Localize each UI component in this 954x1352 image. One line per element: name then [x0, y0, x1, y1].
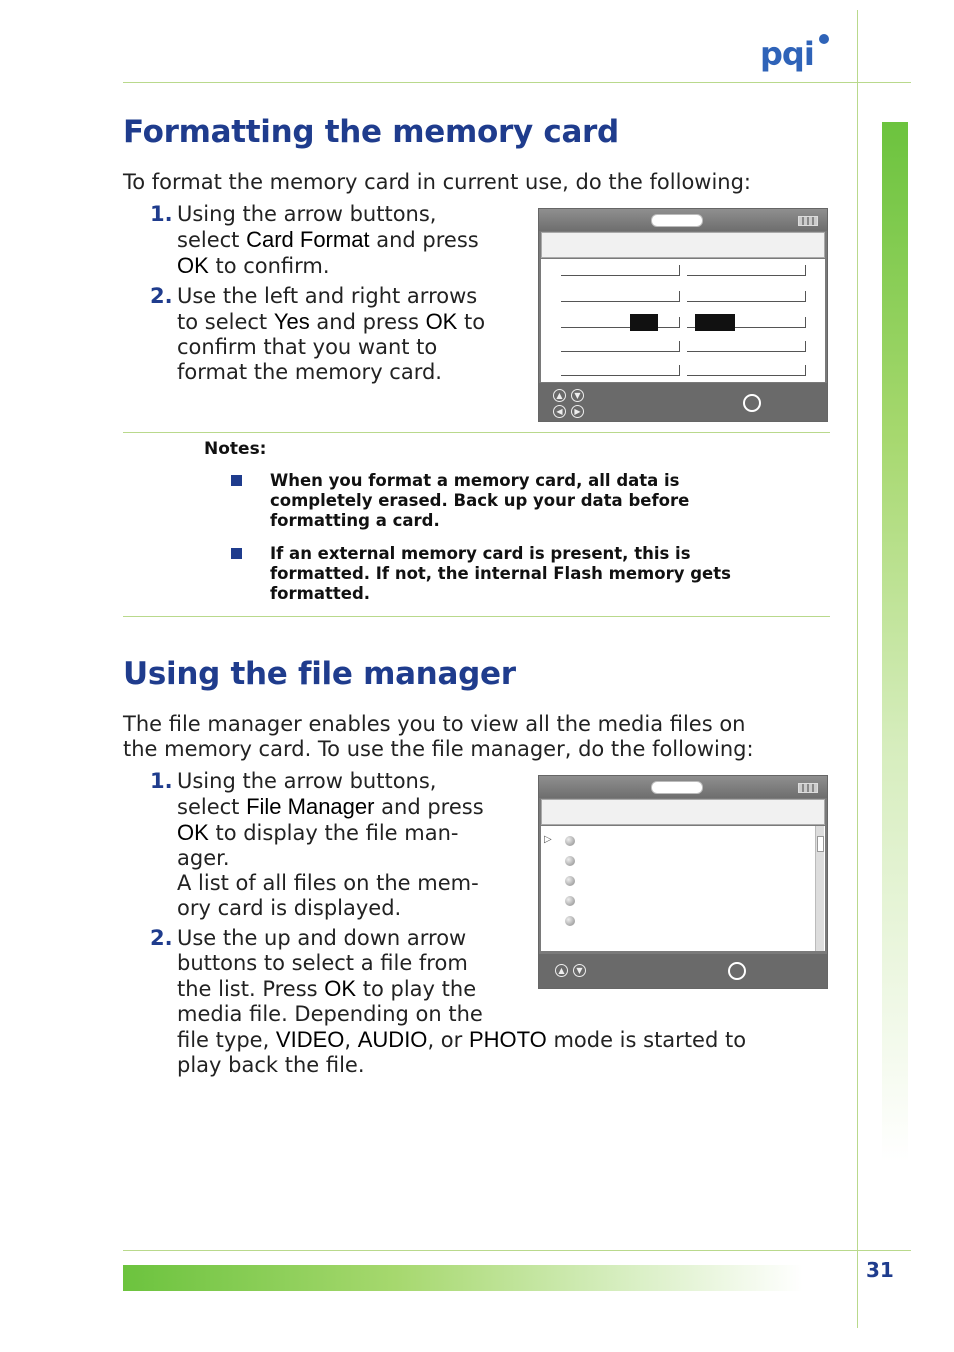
- step-line: Use the up and down arrow: [177, 926, 467, 950]
- section2-intro: [123, 712, 754, 762]
- step-line: format the memory card.: [177, 360, 442, 384]
- ok-button-icon: [743, 394, 761, 412]
- note-line: formatted.: [270, 584, 371, 603]
- screen-title-pill: [651, 214, 703, 227]
- battery-icon: [798, 216, 818, 226]
- field: [561, 365, 680, 376]
- screen-title-bar: [541, 232, 825, 258]
- field: [561, 341, 680, 352]
- file-icon: [565, 836, 575, 846]
- screen-title-bar: [541, 799, 825, 825]
- field: [561, 317, 680, 328]
- step-line: Use the left and right arrows: [177, 284, 478, 308]
- step-line: select Card Format and press: [177, 227, 479, 252]
- section-title-file-manager: Using the file manager: [123, 656, 516, 692]
- notes-bottom-rule: [123, 616, 830, 617]
- scrollbar[interactable]: [815, 826, 824, 951]
- selection-pointer-icon: ▷: [544, 834, 552, 845]
- scrollbar-thumb[interactable]: [817, 836, 824, 852]
- page-number: 31: [866, 1258, 894, 1282]
- step-line: confirm that you want to: [177, 335, 438, 359]
- step-line: ager.: [177, 846, 230, 870]
- up-arrow-icon: ▲: [555, 964, 568, 977]
- step-line: the list. Press OK to play the: [177, 976, 477, 1001]
- file-icon: [565, 856, 575, 866]
- screen-control-bar: [539, 383, 827, 421]
- file-manager-screen: [538, 775, 828, 989]
- step-line: media file. Depending on the: [177, 1002, 483, 1026]
- card-format-screen: [538, 208, 828, 422]
- field: [687, 341, 806, 352]
- section1-step2: [177, 284, 485, 385]
- screen-control-bar: [539, 954, 827, 988]
- step-line: A list of all files on the mem-: [177, 871, 479, 895]
- header-rule: [123, 82, 911, 83]
- step-line: ory card is displayed.: [177, 896, 402, 920]
- note-line: formatted. If not, the internal Flash memory gets: [270, 564, 731, 583]
- footer-accent-bar: [123, 1265, 803, 1291]
- note-item: [270, 544, 731, 604]
- section1-intro: To format the memory card in current use, do the following:: [123, 170, 752, 194]
- file-icon: [565, 876, 575, 886]
- step-number: 1.: [150, 202, 173, 226]
- right-arrow-icon: ▶: [571, 405, 584, 418]
- file-icon: [565, 896, 575, 906]
- file-icon: [565, 916, 575, 926]
- selected-field: [695, 314, 735, 331]
- step-number: 2.: [150, 284, 173, 308]
- right-margin-rule: [857, 10, 858, 1328]
- field: [687, 265, 806, 276]
- step-line: OK to display the file man-: [177, 820, 459, 845]
- pqi-logo: [760, 34, 840, 78]
- step-line: buttons to select a file from: [177, 951, 468, 975]
- intro-line: The file manager enables you to view all the media files on: [123, 712, 746, 736]
- step-line: Using the arrow buttons,: [177, 769, 437, 793]
- step-line: Using the arrow buttons,: [177, 202, 437, 226]
- field: [687, 365, 806, 376]
- field: [561, 291, 680, 302]
- step-number: 1.: [150, 769, 173, 793]
- section1-step1: [177, 202, 479, 279]
- step-line: play back the file.: [177, 1053, 365, 1077]
- intro-line: the memory card. To use the file manager, do the following:: [123, 737, 754, 761]
- section-title-formatting: Formatting the memory card: [123, 114, 619, 150]
- side-accent-bar: [882, 122, 908, 1162]
- notes-top-rule: [123, 432, 830, 433]
- logo-text: pqi: [760, 35, 814, 73]
- down-arrow-icon: ▼: [571, 389, 584, 402]
- bullet-icon: [231, 548, 242, 559]
- step-line: OK to confirm.: [177, 253, 330, 278]
- note-line: When you format a memory card, all data is: [270, 471, 680, 490]
- battery-icon: [798, 783, 818, 793]
- bullet-icon: [231, 475, 242, 486]
- note-item: [270, 471, 689, 531]
- field: [561, 265, 680, 276]
- left-arrow-icon: ◀: [553, 405, 566, 418]
- screen-title-pill: [651, 781, 703, 794]
- selected-field: [630, 314, 658, 331]
- notes-title: Notes:: [204, 439, 267, 459]
- note-line: formatting a card.: [270, 511, 440, 530]
- screen-body: [541, 259, 825, 382]
- note-line: If an external memory card is present, this is: [270, 544, 691, 563]
- field: [687, 291, 806, 302]
- down-arrow-icon: ▼: [573, 964, 586, 977]
- up-arrow-icon: ▲: [553, 389, 566, 402]
- logo-dot-icon: [819, 34, 829, 44]
- screen-status-bar: [539, 776, 827, 798]
- step-number: 2.: [150, 926, 173, 950]
- section2-step1: [177, 769, 484, 921]
- screen-body: [541, 826, 825, 951]
- note-line: completely erased. Back up your data before: [270, 491, 690, 510]
- step-line: to select Yes and press OK to: [177, 309, 486, 334]
- footer-rule: [123, 1250, 911, 1251]
- step-line: select File Manager and press: [177, 794, 484, 819]
- screen-status-bar: [539, 209, 827, 231]
- ok-button-icon: [728, 962, 746, 980]
- step-line: file type, VIDEO, AUDIO, or PHOTO mode is started to: [177, 1027, 747, 1052]
